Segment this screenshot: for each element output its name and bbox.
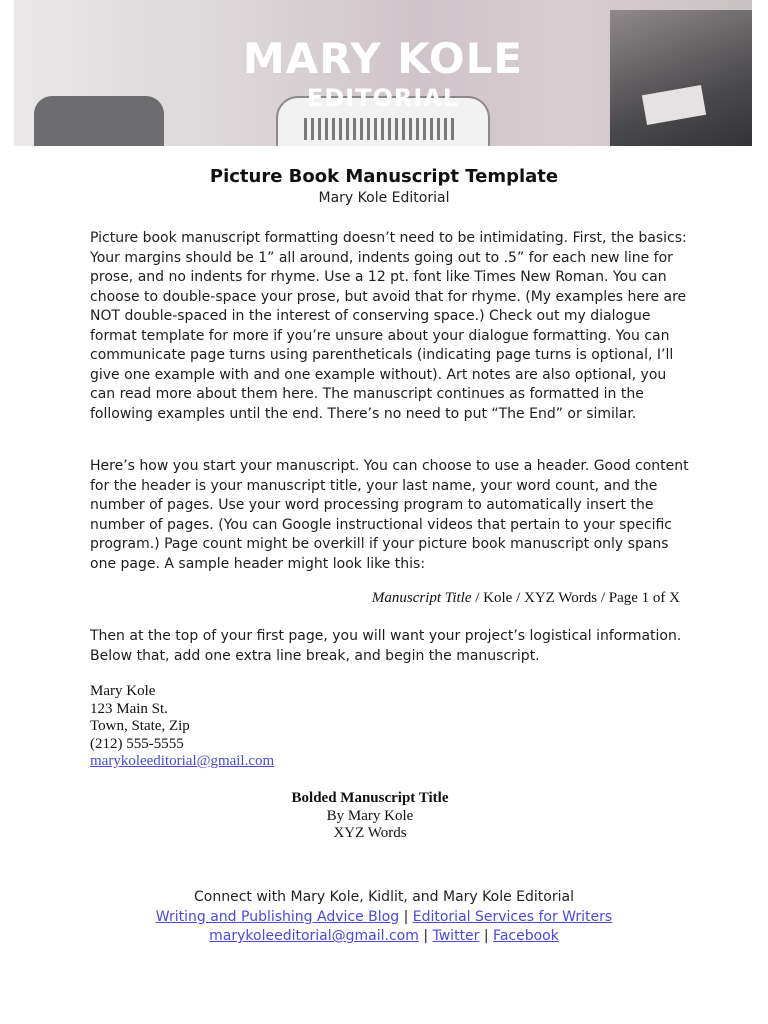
footer-email-link[interactable]: marykoleeditorial@gmail.com [209, 928, 419, 944]
banner-photo-shape [304, 118, 454, 140]
footer [0, 888, 768, 947]
banner-title: MARY KOLE [242, 34, 524, 83]
footer-links-row [0, 908, 768, 928]
footer-separator: | [403, 908, 409, 925]
footer-connect-text: Connect with Mary Kole, Kidlit, and Mary Kole Editorial [194, 889, 574, 905]
twitter-link[interactable]: Twitter [432, 928, 480, 944]
manuscript-byline: By Mary Kole [326, 807, 414, 824]
header-banner [14, 0, 752, 146]
intro-paragraph: Picture book manuscript formatting doesn’t need to be intimidating. First, the basics: Your margins should be 1” all around, indents going out to .5” for each new line for prose, and no indents for rhyme. Use a 12 pt. font like Times New Roman. You can choose to double-space your prose, but avoid that for rhyme. (My examples here are NOT double-spaced in the interest of conserving space.) Check out my dialogue format template for more if you’re unsure about your dialogue formatting. You can communicate page turns using parentheticals (indicating page turns is optional, I’ll give one example with and one example without). Art notes are also optional, you can read more about them here. The manuscript continues as formatted in the following examples until the end. There’s no need to put “The End” or similar. [90, 230, 687, 422]
document-subtitle: Mary Kole Editorial [318, 190, 450, 206]
facebook-link[interactable]: Facebook [493, 928, 559, 944]
address-city: Town, State, Zip [90, 718, 190, 734]
editorial-services-link[interactable]: Editorial Services for Writers [412, 908, 613, 925]
sample-header [300, 590, 680, 607]
header-paragraph: Here’s how you start your manuscript. You can choose to use a header. Good content for the header is your manuscript title, your last name, your word count, and the number of pages. Use your word processing program to automatically insert the number of pages. (You can Google instructional videos that pertain to your specific program.) Page count might be overkill if your picture book manuscript only spans one page. A sample header might look like this: [90, 458, 689, 572]
address-street: 123 Main St. [90, 700, 168, 717]
banner-subtitle: EDITORIAL [306, 84, 460, 112]
address-block [90, 683, 274, 771]
logistics-paragraph: Then at the top of your first page, you will want your project’s logistical information. Below that, add one extra line break, and begin the manuscript. [90, 628, 682, 664]
blog-link[interactable]: Writing and Publishing Advice Blog [155, 908, 400, 925]
footer-separator: | [423, 928, 429, 944]
manuscript-title-block [0, 790, 740, 843]
sample-header-title: Manuscript Title [371, 590, 472, 606]
address-phone: (212) 555-5555 [90, 735, 184, 752]
footer-contact-row [0, 927, 768, 947]
manuscript-word-count: XYZ Words [333, 825, 407, 841]
address-email-link[interactable]: marykoleeditorial@gmail.com [90, 753, 275, 769]
document-title: Picture Book Manuscript Template [209, 166, 559, 187]
address-name: Mary Kole [90, 683, 156, 699]
footer-separator: | [483, 928, 489, 944]
manuscript-title: Bolded Manuscript Title [291, 790, 449, 806]
sample-header-rest: / Kole / XYZ Words / Page 1 of X [471, 590, 680, 606]
